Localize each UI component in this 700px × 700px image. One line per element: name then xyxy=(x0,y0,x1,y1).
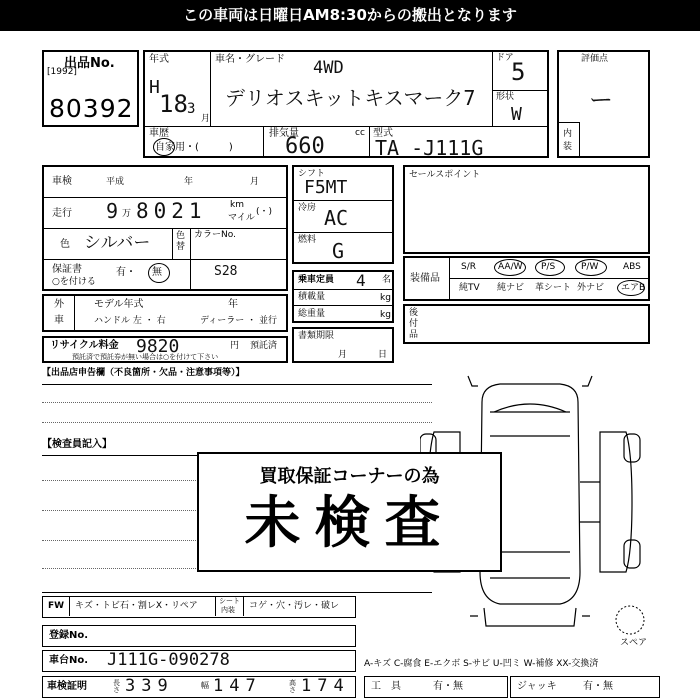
use-circle xyxy=(153,138,175,156)
seller-notes-label: 【出品店申告欄（不良箇所・欠品・注意事項等）】 xyxy=(42,368,245,378)
aftermarket-box xyxy=(403,304,650,344)
load-label: 積載量 xyxy=(298,292,326,302)
shift-label: シフト xyxy=(298,169,326,179)
registration-box xyxy=(42,625,356,647)
rating-box xyxy=(557,50,650,158)
spare-label: スペア xyxy=(620,638,648,648)
recycle-note: 預託済で預託券が無い場合は○を付けて下さい xyxy=(72,353,219,361)
interior-label: 内装 xyxy=(563,129,573,152)
recycle-status: 預託済 xyxy=(250,341,278,351)
model-label: 車名・グレード xyxy=(215,54,285,65)
ac-label: 冷房 xyxy=(298,203,317,213)
fuel-value: G xyxy=(332,239,345,263)
model-drive: 4WD xyxy=(313,58,344,78)
color-label: 色 xyxy=(60,239,70,250)
mileage-mile: マイル xyxy=(228,213,255,223)
rating-label: 評価点 xyxy=(581,54,609,64)
type-label: 型式 xyxy=(373,128,393,139)
equipment-row2 xyxy=(449,278,650,299)
stamp-line1: 買取保証コーナーの為 xyxy=(259,466,440,487)
registration-label: 登録No. xyxy=(49,630,89,641)
use-label: 車歴 xyxy=(149,128,169,139)
tools-box xyxy=(364,676,508,698)
equip-sr: S/R xyxy=(461,262,476,272)
equipment-row1 xyxy=(449,258,650,278)
equip-airbag-circle xyxy=(617,280,645,296)
equipment-label: 装備品 xyxy=(410,273,440,284)
mileage-man: 9 xyxy=(106,199,119,223)
unchecked-stamp xyxy=(197,452,502,572)
fw-box xyxy=(42,596,356,618)
inspection-label: 車検 xyxy=(52,176,72,187)
jack-label: ジャッキ xyxy=(517,681,557,692)
docs-box xyxy=(292,327,394,363)
year-month: 3 xyxy=(187,101,196,117)
vehicle-info-box xyxy=(143,50,549,158)
import-box xyxy=(42,294,288,332)
displacement-unit: cc xyxy=(355,128,365,138)
rating-value: ー xyxy=(589,86,613,114)
details-box xyxy=(42,165,288,291)
mileage-value: 8021 xyxy=(136,199,207,223)
stamp-line2: 未検査 xyxy=(244,491,455,556)
load-unit: kg xyxy=(380,293,391,303)
warranty-note: ○を付ける xyxy=(52,277,96,287)
type-value: TA -J111G xyxy=(375,136,484,160)
shape-label: 形状 xyxy=(496,92,515,102)
dims-l-value: 339 xyxy=(125,676,174,696)
top-banner xyxy=(0,0,700,31)
docs-day: 日 xyxy=(378,350,388,360)
inspection-year: 年 xyxy=(184,177,194,187)
fw-label: FW xyxy=(48,601,65,611)
warranty-no: 無 xyxy=(152,267,162,278)
import-dealer: ディーラー ・ 並行 xyxy=(200,316,278,326)
equip-ps-circle xyxy=(535,259,565,276)
seat-label-1: シート xyxy=(219,597,240,605)
shape-value: W xyxy=(511,104,522,125)
sales-point-label: セールスポイント xyxy=(409,170,481,180)
docs-month: 月 xyxy=(338,350,348,360)
capacity-box xyxy=(292,270,394,323)
year-label: 年式 xyxy=(149,54,169,65)
equip-aaw-circle xyxy=(494,259,526,276)
warranty-label: 保証書 xyxy=(52,264,82,275)
equip-ps: P/S xyxy=(541,262,556,272)
inspection-month: 月 xyxy=(250,177,260,187)
dims-l-label: 長さ xyxy=(113,679,120,694)
aftermarket-label-3: 品 xyxy=(409,330,419,340)
year-value: 18 xyxy=(159,90,188,118)
capacity-label: 乗車定員 xyxy=(298,275,335,285)
dimensions-box xyxy=(42,676,356,698)
mileage-man-unit: 万 xyxy=(122,209,132,219)
equip-abs: ABS xyxy=(623,262,641,272)
doors-value: 5 xyxy=(511,58,526,86)
equip-ext-navi: 外ナビ xyxy=(577,283,605,293)
banner-text: この車両は日曜日AM8:30からの搬出となります xyxy=(183,6,517,24)
recycle-label: リサイクル料金 xyxy=(50,340,119,351)
jack-value: 有・無 xyxy=(583,681,613,692)
equip-tv: 純TV xyxy=(459,283,480,293)
year-era: H xyxy=(149,77,160,98)
aftermarket-label-2: 付 xyxy=(409,319,419,329)
recycle-box xyxy=(42,336,288,363)
lot-label: 出品No. xyxy=(64,56,115,71)
dims-w-value: 147 xyxy=(213,676,262,696)
tools-label: 工 具 xyxy=(371,681,401,692)
equip-airbag: エアB xyxy=(621,283,646,293)
warranty-yes: 有・ xyxy=(116,267,136,278)
shift-value: F5MT xyxy=(304,177,348,198)
lot-box xyxy=(42,50,139,127)
color-no-value: S28 xyxy=(214,264,238,279)
lot-year-tag: [1992] xyxy=(47,67,77,77)
fuel-label: 燃料 xyxy=(298,235,317,245)
gross-label: 総重量 xyxy=(298,309,326,319)
sales-point-box xyxy=(403,165,650,254)
mileage-label: 走行 xyxy=(52,208,72,219)
dims-h-label: 高さ xyxy=(289,679,296,694)
import-label-2: 車 xyxy=(54,315,64,326)
dims-h-value: 174 xyxy=(301,676,350,696)
displacement-value: 660 xyxy=(285,134,325,159)
dims-label: 車検証明 xyxy=(47,681,87,692)
equip-navi: 純ナビ xyxy=(497,283,525,293)
mileage-km: km xyxy=(230,200,244,210)
fw-text: キズ・トビ石・割レX・リペア xyxy=(75,601,198,611)
use-value: 自家用・( ) xyxy=(155,142,233,153)
damage-legend: A-キズ C-腐食 E-エクボ S-サビ U-凹ミ W-補修 XX-交換済 xyxy=(364,659,599,669)
color-no-label: カラーNo. xyxy=(194,230,236,240)
doors-label: ドア xyxy=(496,53,514,63)
equip-pw-circle xyxy=(575,259,607,276)
ac-value: AC xyxy=(324,206,349,230)
capacity-unit: 名 xyxy=(382,275,392,285)
jack-box xyxy=(510,676,660,698)
year-month-unit: 月 xyxy=(201,114,211,124)
import-model-year: モデル年式 xyxy=(94,299,144,310)
import-label-1: 外 xyxy=(54,299,64,310)
chassis-box xyxy=(42,650,356,672)
model-name: デリオスキットキスマーク7 xyxy=(225,86,476,110)
import-handle: ハンドル 左 ・ 右 xyxy=(94,316,166,326)
gross-unit: kg xyxy=(380,310,391,320)
recycle-unit: 円 xyxy=(230,341,240,351)
aftermarket-label-1: 後 xyxy=(409,308,419,318)
seat-text: コゲ・穴・汚レ・破レ xyxy=(249,601,340,611)
displacement-label: 排気量 xyxy=(269,128,299,139)
tools-value: 有・無 xyxy=(433,681,463,692)
chassis-value: J111G-090278 xyxy=(107,650,230,670)
equip-pw: P/W xyxy=(581,262,599,272)
equip-aaw: AA/W xyxy=(498,262,523,272)
warranty-no-circle xyxy=(148,263,170,283)
dims-w-label: 幅 xyxy=(201,681,209,690)
capacity-value: 4 xyxy=(356,271,366,290)
recycle-value: 9820 xyxy=(136,336,180,357)
color-value: シルバー xyxy=(84,233,151,253)
chassis-label: 車台No. xyxy=(49,655,89,666)
inspector-label: 【検査員記入】 xyxy=(42,439,112,450)
seat-label-2: 内装 xyxy=(221,606,235,614)
mileage-paren: (・) xyxy=(256,207,273,217)
docs-label: 書類期限 xyxy=(298,331,335,341)
specs-box xyxy=(292,165,394,264)
equip-leather: 革シート xyxy=(535,283,572,293)
import-year: 年 xyxy=(228,299,238,310)
lot-number: 80392 xyxy=(49,94,134,123)
color-change-label: 色替 xyxy=(176,231,186,252)
equipment-box xyxy=(403,256,650,301)
inspection-era: 平成 xyxy=(106,177,125,187)
